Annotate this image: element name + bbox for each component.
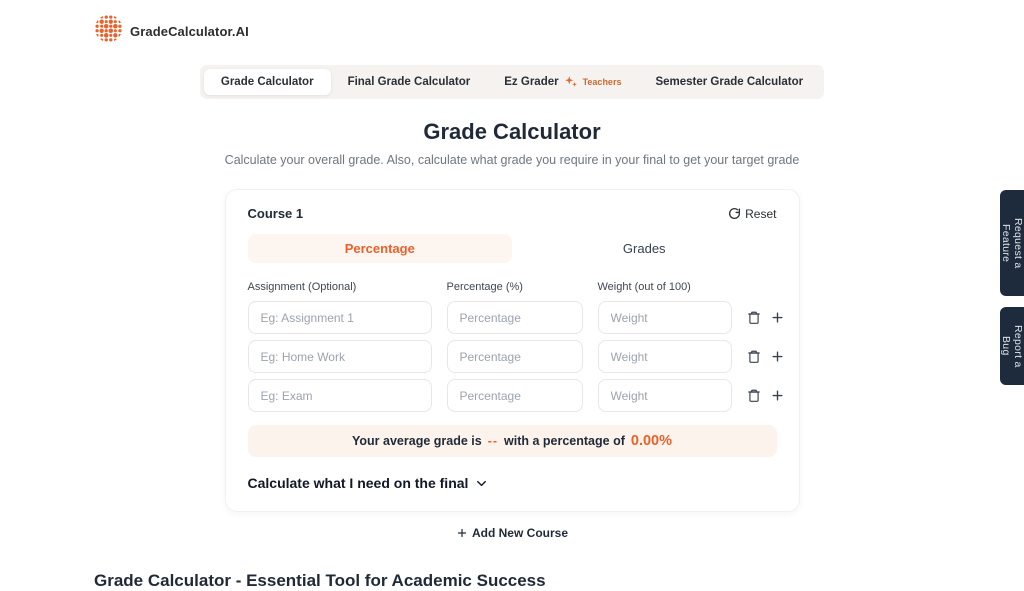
weight-input[interactable] <box>598 340 732 373</box>
page-subtitle: Calculate your overall grade. Also, calculate what grade you require in your final to get your target grade <box>224 153 800 167</box>
mode-toggle <box>248 234 777 263</box>
plus-icon <box>456 527 468 539</box>
mode-grades[interactable]: Grades <box>622 241 666 256</box>
assignment-row <box>248 340 777 373</box>
page-title: Grade Calculator <box>423 119 601 144</box>
app-header <box>0 0 1024 48</box>
report-bug-button[interactable]: Report a Bug <box>1000 307 1024 385</box>
add-row-button[interactable] <box>770 388 785 403</box>
tab-final-grade-calculator[interactable] <box>331 69 488 95</box>
assignment-row <box>248 301 777 334</box>
final-grade-expander[interactable] <box>248 475 777 491</box>
assignment-name-input[interactable] <box>248 301 432 334</box>
weight-input[interactable] <box>598 301 732 334</box>
seo-section-heading: Grade Calculator - Essential Tool for Academic Success <box>94 571 546 590</box>
teachers-badge: Teachers <box>582 77 622 87</box>
reset-label: Reset <box>745 206 777 221</box>
add-row-button[interactable] <box>770 310 785 325</box>
add-row-button[interactable] <box>770 349 785 364</box>
tab-ez-grader[interactable] <box>487 69 638 95</box>
request-feature-button[interactable]: Request a Feature <box>1000 190 1024 296</box>
assignment-name-input[interactable] <box>248 340 432 373</box>
assignment-name-input[interactable] <box>248 379 432 412</box>
delete-row-button[interactable] <box>747 388 761 403</box>
percentage-input[interactable] <box>447 340 583 373</box>
average-percentage-value: 0.00% <box>630 433 672 449</box>
trash-icon <box>747 310 761 325</box>
plus-icon <box>770 310 785 325</box>
delete-row-button[interactable] <box>747 349 761 364</box>
tab-label: Final Grade Calculator <box>347 76 471 88</box>
add-new-course-label: Add New Course <box>471 526 568 540</box>
column-percentage: Percentage (%) <box>446 281 523 293</box>
chevron-down-icon <box>474 476 489 491</box>
assignment-row <box>248 379 777 412</box>
average-grade-result <box>248 425 777 457</box>
calculator-tabbar <box>200 65 824 99</box>
tab-label: Grade Calculator <box>220 76 314 88</box>
column-headers <box>248 281 777 295</box>
tab-grade-calculator[interactable] <box>204 69 331 95</box>
brand-logo-icon <box>94 14 123 48</box>
weight-input[interactable] <box>598 379 732 412</box>
add-new-course-button[interactable] <box>456 526 568 540</box>
delete-row-button[interactable] <box>747 310 761 325</box>
trash-icon <box>747 349 761 364</box>
percentage-input[interactable] <box>447 379 583 412</box>
plus-icon <box>770 388 785 403</box>
mode-percentage[interactable]: Percentage <box>248 234 513 263</box>
tab-semester-grade-calculator[interactable] <box>638 69 820 95</box>
reset-button[interactable] <box>728 207 776 221</box>
percentage-input[interactable] <box>447 301 583 334</box>
column-weight: Weight (out of 100) <box>597 281 691 293</box>
result-prefix: Your average grade is <box>352 434 482 448</box>
reset-icon <box>728 207 741 220</box>
course-card <box>225 189 800 512</box>
plus-icon <box>770 349 785 364</box>
sparkle-icon <box>564 75 578 89</box>
course-title: Course 1 <box>247 206 304 221</box>
trash-icon <box>747 388 761 403</box>
result-middle: with a percentage of <box>504 434 625 448</box>
brand-name[interactable]: GradeCalculator.AI <box>130 23 249 39</box>
final-grade-expander-label: Calculate what I need on the final <box>247 475 469 491</box>
tab-label: Ez Grader <box>504 76 559 88</box>
average-grade-value: -- <box>487 434 499 448</box>
column-assignment: Assignment (Optional) <box>247 281 357 293</box>
tab-label: Semester Grade Calculator <box>655 76 804 88</box>
